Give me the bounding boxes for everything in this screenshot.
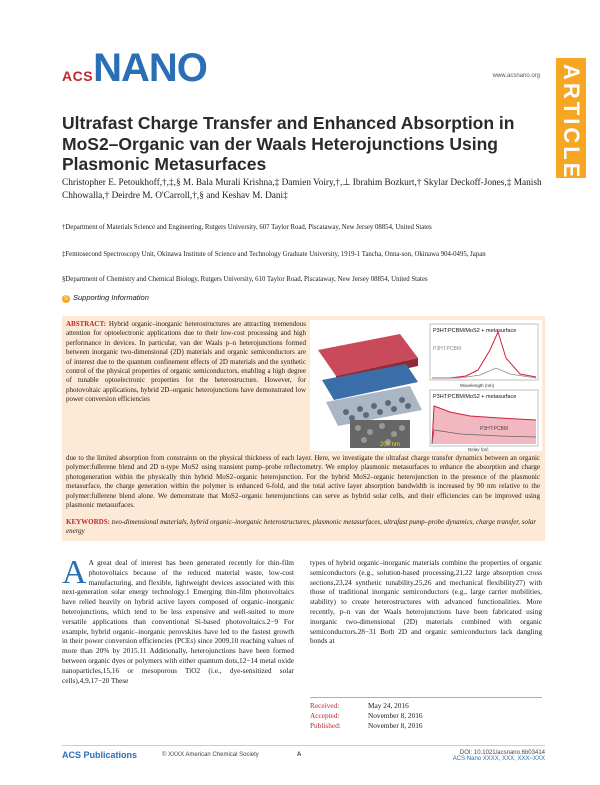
date-label: Accepted: [310,710,340,720]
keywords-label: KEYWORDS: [66,518,110,526]
abstract-part1 [66,320,306,405]
body-column-1 [62,554,294,685]
affiliation-2: ‡Femtosecond Spectroscopy Unit, Okinawa Institute of Science and Technology Graduate University, 1919-1 Tancha, Onna-son, Okinawa 904-0495, Japan [62,251,486,258]
toc-graphic [310,320,542,451]
drop-cap: A [62,554,87,591]
affiliation-3: §Department of Chemistry and Chemical Biology, Rutgers University, 610 Taylor Road, Piscataway, New Jersey 08854, United States [62,276,428,283]
plot2-sub: P3HT:PCBM [480,426,509,432]
plot1-xlabel: Wavelength (nm) [460,383,495,388]
keywords [66,518,540,537]
toc-graphic-svg [310,320,542,451]
date-value: November 8, 2016 [368,710,423,720]
body-col1-text: A great deal of interest has been generated recently for thin-film photovoltaics because of the reduced material waste, low-cost manufacturing, and flexible, lightweight devices associated with this next-generation solar energy technology.1 Emerging thin-film photovoltaics have relied heavily on hybrid active layers composed of organic–inorganic heterojunctions, which tend to be less expensive and well-suited to more versatile applications than conventional Si-based photovoltaics.2−9 For example, hybrid organic–inorganic perovskites have led to the fastest growth in their power conversion efficiencies (PCEs) since 2009,10 reaching values of more than 20% by 2015.11 Additionally, heterojunctions have been formed between organic dyes or polymers with either quantum dots,12−14 metal oxide nanoparticles,15,16 or mesoporous TiO2 (i.e., dye-sensitized solar cells),4,9,17−20 These [62,558,294,685]
date-value: May 24, 2016 [368,701,409,710]
journal-url[interactable]: www.acsnano.org [492,73,540,79]
abstract-text-1: Hybrid organic–inorganic heterostructures are attracting tremendous attention for optoelectronic applications due to their low-cost processing and high performance in devices. In particular, van der Waals p–n heterojunctions formed between inorganic two-dimensional (2D) materials and organic semiconductors are of interest due to the quantum confinement effects of 2D materials and the synthetic control of the physical properties of organic semiconductors, enabling a high degree of tunable optoelectronic properties for the heterostructure. However, for photovoltaic applications, hybrid 2D–organic heterojunctions have demonstrated low power conversion efficiencies [66,320,307,404]
body-column-2: types of hybrid organic–inorganic materials combine the properties of organic semiconductors (e.g., solution-based processing,21,22 large absorption cross sections,23,24 synthetic tunability,25,26 and mechanical flexibility27) with those of traditional inorganic semiconductors (e.g., large carrier mobilities, stability) to create heterostructures with advanced functionalities. More recently, p–n van der Waals heterojunctions have been fabricated using inorganic two-dimensional (2D) materials combined with organic semiconductors.28−31 Both 2D and organic semiconductors lack dangling bonds at [310,558,542,646]
page-footer [62,745,545,766]
abstract-label: ABSTRACT: [66,320,106,328]
date-received [310,701,542,711]
date-label: Received: [310,701,340,710]
doi-block [453,750,545,762]
plot2-xlabel: Delay (ps) [468,447,489,451]
paper-title: Ultrafast Charge Transfer and Enhanced Absorption in MoS2–Organic van der Waals Heterojunctions Using Plasmonic Metasurfaces [62,113,515,174]
acs-publications-logo[interactable]: ACS Publications [62,750,138,760]
copyright: © XXXX American Chemical Society [162,752,259,758]
section-tab: ARTICLE [556,58,586,178]
logo-nano: NANO [93,46,207,90]
abstract-text-2: due to the limited absorption from constraints on the physical thickness of each layer. Here, we investigate the ultrafast charge transfer dynamics between an organic polymer:fullerene blend and 2D n-type MoS2 using transient pump–probe reflectometry. We employ plasmonic metasurfaces to enhance the absorption and charge photogeneration within the physically thin hybrid MoS2–organic heterojunction. For the hybrid MoS2–organic heterojunction in the presence of the plasmonic metasurface, the charge generation within the polymer is enhanced 6-fold, and the total active layer absorption bandwidth is increased by 90 nm relative to the polymer:fullerene blend alone. We demonstrate that MoS2–organic heterojunctions can serve as hybrid solar cells, and their efficiencies can be improved using plasmonic metasurfaces. [66,454,540,510]
scale-bar-label: 200 nm [380,442,401,448]
doi-link[interactable]: DOI: 10.1021/acsnano.6b03414 [459,750,545,756]
journal-logo [62,46,207,90]
publication-dates [310,697,542,730]
citation: ACS Nano XXXX, XXX, XXX−XXX [452,756,545,762]
page-number: A [297,752,302,758]
supporting-info-icon: S [63,296,68,302]
affiliation-1: †Department of Materials Science and Engineering, Rutgers University, 607 Taylor Road, Piscataway, New Jersey 08854, United States [62,224,432,231]
supporting-info-link[interactable] [62,293,149,303]
keywords-text: two-dimensional materials, hybrid organic–inorganic heterostructures, plasmonic metasurfaces, ultrafast pump–probe dynamics, charge transfer, solar energy [66,518,537,536]
date-published [310,721,542,731]
plot1-sub: P3HT:PCBM [433,346,462,352]
author-list: Christopher E. Petoukhoff,†,‡,§ M. Bala Murali Krishna,‡ Damien Voiry,†,⊥ Ibrahim Bozkurt,† Skylar Deckoff-Jones,‡ Manish Chhowalla,† Deirdre M. O'Carroll,†,§ and Keshav M. Dani‡ [62,178,542,201]
supporting-info-label: Supporting Information [73,293,149,302]
logo-acs: ACS [62,68,94,84]
date-accepted [310,711,542,721]
plot2-label: P3HT:PCBM/MoS2 + metasurface [433,394,517,400]
plot1-label: P3HT:PCBM/MoS2 + metasurface [433,328,517,334]
date-value: November 8, 2016 [368,720,423,730]
date-label: Published: [310,720,341,730]
